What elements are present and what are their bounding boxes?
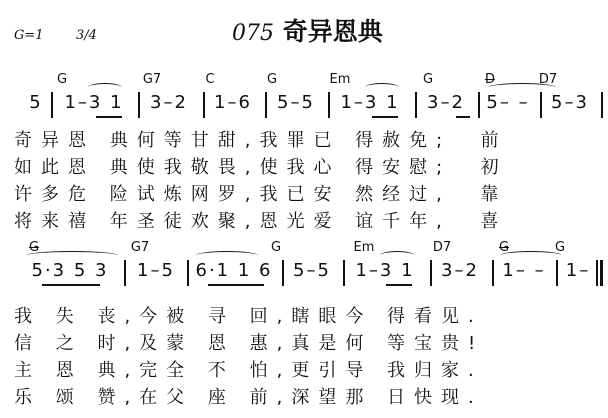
chord: G: [28, 240, 40, 255]
notes: 5·3 5 3: [31, 260, 109, 281]
lyric-line: 我 失 丧,今被 寻 回,瞎眼今 得看见.: [14, 306, 483, 327]
chord: G: [270, 240, 282, 255]
lyric-line: 将来禧 年圣徒欢聚,恩光爱 谊千年, 喜: [14, 211, 508, 232]
barline: [492, 260, 494, 286]
chord: G: [422, 72, 434, 87]
chord: G: [266, 72, 278, 87]
note-row-1: [0, 92, 608, 112]
eighth-beam: [96, 116, 122, 118]
barline: [601, 92, 603, 118]
hymn-title: [232, 12, 383, 48]
barline: [415, 92, 417, 118]
notes: 3–2: [441, 260, 479, 281]
chord: D7: [538, 72, 558, 87]
eighth-beam: [372, 116, 398, 118]
lyric-line: 如此恩 典使我敬畏,使我心 得安慰; 初: [14, 157, 508, 178]
lyric-line: 许多危 险试炼网罗,我已安 然经过, 靠: [14, 184, 508, 205]
eighth-beam: [386, 284, 412, 286]
lyric-line: 乐 颂 赞,在父 座 前,深望那 日快现.: [14, 387, 483, 408]
time-signature: 3/4: [76, 28, 97, 43]
barline: [478, 92, 480, 118]
chord: D: [484, 72, 496, 87]
chord: G: [554, 240, 566, 255]
barline: [556, 260, 558, 286]
tie: [26, 251, 118, 260]
barline: [343, 260, 345, 286]
notes: 3–2: [150, 92, 188, 113]
barline: [430, 260, 432, 286]
barline: [282, 260, 284, 286]
notes: 1–3 1: [340, 92, 400, 113]
chord: C: [205, 72, 215, 87]
hymn-title-text: 奇异恩典: [282, 17, 383, 46]
final-barline: [600, 260, 603, 286]
barline: [138, 92, 140, 118]
barline: [540, 92, 542, 118]
notes: 5–3: [551, 92, 589, 113]
notes: 1–5: [137, 260, 175, 281]
chord: G: [498, 240, 510, 255]
chord: G7: [130, 240, 150, 255]
notes: 5–5: [277, 92, 315, 113]
tie: [380, 251, 414, 260]
notes: 1–3 1: [64, 92, 124, 113]
chord: D7: [432, 240, 452, 255]
barline: [51, 92, 53, 118]
lyric-line: 主 恩 典,完全 不 怕,更引导 我归家.: [14, 360, 483, 381]
barline: [124, 260, 126, 286]
eighth-beam: [456, 116, 470, 118]
tie: [488, 83, 556, 92]
notes: 5– –: [486, 92, 530, 113]
eighth-beam: [42, 284, 100, 286]
notes: 5: [29, 92, 43, 113]
lyric-line: 信 之 时,及蒙 恩 惠,真是何 等宝贵!: [14, 333, 485, 354]
notes: 3–2: [427, 92, 465, 113]
barline: [265, 92, 267, 118]
barline: [596, 260, 598, 286]
tie: [88, 83, 122, 92]
notes: 1– –: [502, 260, 546, 281]
note-row-2: [0, 260, 608, 280]
notes: 5–5: [293, 260, 331, 281]
notes: 1–6: [214, 92, 252, 113]
chord: Em: [329, 72, 351, 87]
key-signature: G=1: [14, 28, 44, 43]
eighth-beam: [208, 284, 264, 286]
chord: G: [56, 72, 68, 87]
chord: Em: [353, 240, 375, 255]
tie: [365, 83, 399, 92]
barline: [328, 92, 330, 118]
hymn-number: 075: [232, 21, 274, 46]
chord: G7: [142, 72, 162, 87]
notes: 6·1 1 6: [195, 260, 273, 281]
notes: 1–: [565, 260, 591, 281]
barline: [203, 92, 205, 118]
notes: 1–3 1: [355, 260, 415, 281]
tie: [500, 251, 562, 260]
lyric-line: 奇异恩 典何等甘甜,我罪已 得赦免; 前: [14, 130, 508, 151]
